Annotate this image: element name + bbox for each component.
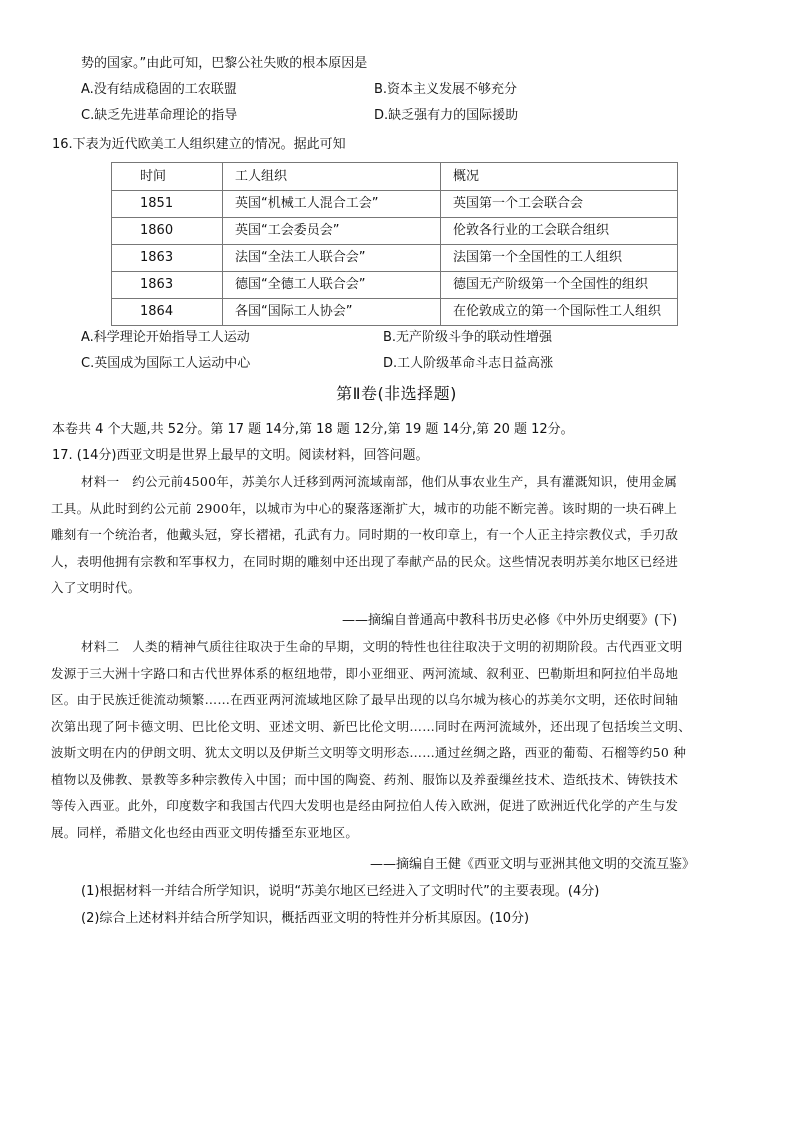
table-row [112, 245, 678, 272]
material-one-line: 人，表明他拥有宗教和军事权力，在同时期的雕刻中还出现了奉献产品的民众。这些情况表明苏美尔地区已经进 [51, 553, 679, 569]
q15-stem-tail: 势的国家。”由此可知，巴黎公社失败的根本原因是 [81, 56, 368, 71]
q17-stem: 17. (14分)西亚文明是世界上最早的文明。阅读材料，回答问题。 [52, 448, 429, 463]
table-row [112, 191, 678, 218]
material-one-source: ——摘编自普通高中教科书历史必修《中外历史纲要》(下) [342, 613, 678, 628]
material-two-line: 等传入西亚。此外，印度数字和我国古代四大发明也是经由阿拉伯人传入欧洲，促进了欧洲近代化学的产生与发 [51, 798, 679, 813]
material-one-line: 工具。从此时到约公元前 2900年，以城市为中心的聚落逐渐扩大，城市的功能不断完善。该时期的一块石碑上 [51, 500, 678, 516]
material-two-line: 波斯文明在内的伊朗文明、犹太文明以及伊斯兰文明等文明形态……通过丝绸之路，西亚的葡萄、石榴等约50 种 [51, 745, 687, 760]
table-cell: 1860 [112, 218, 223, 245]
table-header-row [112, 163, 678, 191]
q17-subquestion-2: (2)综合上述材料并结合所学知识，概括西亚文明的特性并分析其原因。(10分) [81, 911, 530, 926]
table-header-cell: 工人组织 [223, 163, 441, 191]
q16-stem: 16.下表为近代欧美工人组织建立的情况。据此可知 [52, 137, 346, 152]
section-title: 第Ⅱ卷(非选择题) [336, 384, 457, 403]
q16-table [111, 162, 678, 326]
table-cell: 伦敦各行业的工会联合组织 [441, 218, 678, 245]
section-intro: 本卷共 4 个大题,共 52分。第 17 题 14分,第 18 题 12分,第 19 题 14分,第 20 题 12分。 [52, 422, 574, 437]
table-header-cell: 时间 [112, 163, 223, 191]
material-two-source: ——摘编自王健《西亚文明与亚洲其他文明的交流互鉴》 [370, 857, 696, 872]
material-two-line: 展。同样，希腊文化也经由西亚文明传播至东亚地区。 [51, 824, 359, 840]
table-cell: 英国“机械工人混合工会” [223, 191, 441, 218]
q16-option-b: B.无产阶级斗争的联动性增强 [383, 330, 553, 345]
q15-option-d: D.缺乏强有力的国际援助 [374, 108, 519, 123]
q15-option-a: A.没有结成稳固的工农联盟 [81, 82, 237, 97]
material-two [51, 634, 743, 846]
table-cell: 德国“全德工人联合会” [223, 272, 441, 299]
material-one-line: 入了文明时代。 [51, 580, 141, 595]
material-two-line: 植物以及佛教、景教等多种宗教传入中国；而中国的陶瓷、药剂、服饰以及养蚕缫丝技术、造纸技术、铸铁技术 [51, 771, 679, 787]
table-row [112, 218, 678, 245]
q16-option-d: D.工人阶级革命斗志日益高涨 [383, 356, 554, 371]
material-two-line: 次第出现了阿卡德文明、巴比伦文明、亚述文明、新巴比伦文明……同时在两河流域外，还出现了包括埃兰文明、 [51, 718, 692, 734]
table-cell: 德国无产阶级第一个全国性的组织 [441, 272, 678, 299]
table-row [112, 272, 678, 299]
table-cell: 法国第一个全国性的工人组织 [441, 245, 678, 272]
table-cell: 法国“全法工人联合会” [223, 245, 441, 272]
material-one [51, 469, 743, 602]
table-cell: 1864 [112, 299, 223, 326]
material-one-line: 雕刻有一个统治者，他戴头冠，穿长褶裙，孔武有力。同时期的一枚印章上，有一个人正主持宗教仪式，手刃敌 [51, 527, 679, 542]
material-two-line: 发源于三大洲十字路口和古代世界体系的枢纽地带，即小亚细亚、两河流域、叙利亚、巴勒斯坦和阿拉伯半岛地 [51, 665, 679, 681]
q15-option-b: B.资本主义发展不够充分 [374, 82, 518, 97]
table-cell: 各国“国际工人协会” [223, 299, 441, 326]
table-cell: 英国“工会委员会” [223, 218, 441, 245]
table-cell: 英国第一个工会联合会 [441, 191, 678, 218]
material-one-line: 材料一 约公元前4500年，苏美尔人迁移到两河流域南部，他们从事农业生产，具有灌溉知识，使用金属 [81, 474, 678, 489]
q16-option-a: A.科学理论开始指导工人运动 [81, 330, 250, 345]
table-cell: 1851 [112, 191, 223, 218]
table-cell: 在伦敦成立的第一个国际性工人组织 [441, 299, 678, 326]
q15-option-c: C.缺乏先进革命理论的指导 [81, 108, 238, 123]
q16-option-c: C.英国成为国际工人运动中心 [81, 356, 251, 371]
material-two-line: 区。由于民族迁徙流动频繁……在西亚两河流域地区除了最早出现的以乌尔城为核心的苏美尔文明，还依时间轴 [51, 692, 679, 707]
table-cell: 1863 [112, 272, 223, 299]
material-two-line: 材料二 人类的精神气质往往取决于生命的早期，文明的特性也往往取决于文明的初期阶段。古代西亚文明 [81, 639, 683, 654]
table-row [112, 299, 678, 326]
q17-subquestion-1: (1)根据材料一并结合所学知识，说明“苏美尔地区已经进入了文明时代”的主要表现。(4分) [81, 884, 600, 899]
table-header-cell: 概况 [441, 163, 678, 191]
table-cell: 1863 [112, 245, 223, 272]
